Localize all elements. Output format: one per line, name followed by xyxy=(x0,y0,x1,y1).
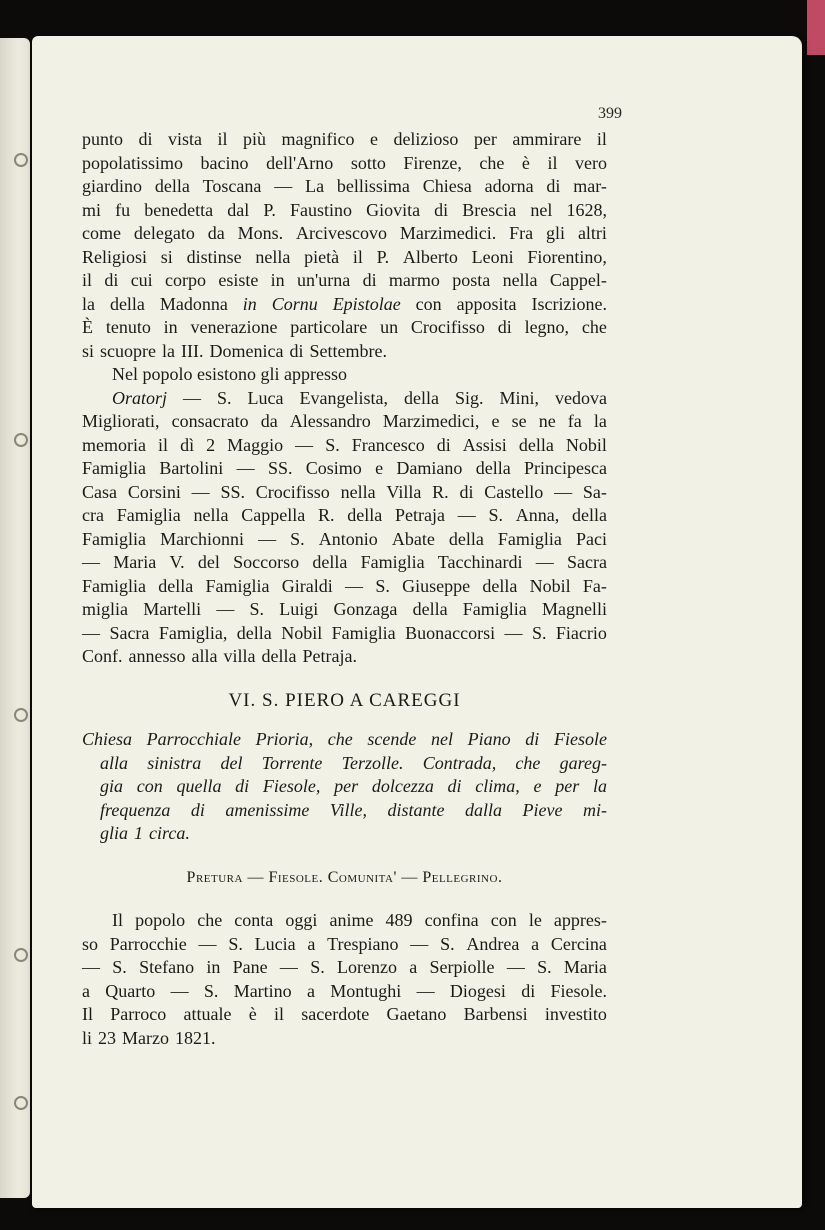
text-line: Migliorati, consacrato da Alessandro Marzimedici, e se ne fa la xyxy=(82,411,607,431)
text-line: punto di vista il più magnifico e delizioso per ammirare il xyxy=(82,129,607,149)
text-line: alla sinistra del Torrente Terzolle. Contrada, che gareg- xyxy=(100,752,607,773)
text-line: glia 1 circa. xyxy=(100,823,190,843)
text-line: Il Parroco attuale è il sacerdote Gaetano Barbensi investito xyxy=(82,1004,607,1024)
final-paragraph xyxy=(82,909,607,1050)
text-line: giardino della Toscana — La bellissima Chiesa adorna di mar- xyxy=(82,176,607,196)
church-description xyxy=(82,728,607,846)
text-line: È tenuto in venerazione particolare un Crocifisso di legno, che xyxy=(82,317,607,337)
section-heading: VI. S. PIERO A CAREGGI xyxy=(228,689,461,711)
text-line: come delegato da Mons. Arcivescovo Marzimedici. Fra gli altri xyxy=(82,223,607,243)
adjacent-book-edge xyxy=(807,0,825,55)
text-line: il di cui corpo esiste in un'urna di marmo posta nella Cappel- xyxy=(82,270,607,290)
binding-stitch xyxy=(14,708,28,722)
text-line: — S. Stefano in Pane — S. Lorenzo a Serpiolle — S. Maria xyxy=(82,957,607,977)
page-number: 399 xyxy=(598,105,622,122)
text-line: Chiesa Parrocchiale Prioria, che scende nel Piano di Fiesole xyxy=(82,729,607,749)
text-line: — Maria V. del Soccorso della Famiglia Tacchinardi — Sacra xyxy=(82,552,607,572)
text-line: frequenza di amenissime Ville, distante dalla Pieve mi- xyxy=(100,799,607,820)
text-line: — Sacra Famiglia, della Nobil Famiglia Buonaccorsi — S. Fiacrio xyxy=(82,622,607,643)
text-line: popolatissimo bacino dell'Arno sotto Firenze, che è il vero xyxy=(82,152,607,173)
page-text xyxy=(82,128,607,1050)
text-line: gia con quella di Fiesole, per dolcezza di clima, e per la xyxy=(100,776,607,796)
text-line: Famiglia Bartolini — SS. Cosimo e Damiano della Principesca xyxy=(82,458,607,478)
text-line: Casa Corsini — SS. Crocifisso nella Villa R. di Castello — Sa- xyxy=(82,481,607,502)
binding-stitch xyxy=(14,433,28,447)
binding-stitch xyxy=(14,948,28,962)
text-line: si scuopre la III. Domenica di Settembre. xyxy=(82,340,387,361)
text-line: Religiosi si distinse nella pietà il P. Alberto Leoni Fiorentino, xyxy=(82,246,607,267)
text-line: Il popolo che conta oggi anime 489 confina con le appres- xyxy=(112,910,607,930)
text-line: Famiglia Marchionni — S. Antonio Abate della Famiglia Paci xyxy=(82,528,607,549)
text-line: so Parrocchie — S. Lucia a Trespiano — S. Andrea a Cercina xyxy=(82,933,607,954)
text-line: la della Madonna in Cornu Epistolae con apposita Iscrizione. xyxy=(82,293,607,314)
oratorj-paragraph xyxy=(82,387,607,669)
text-line: Famiglia della Famiglia Giraldi — S. Giuseppe della Nobil Fa- xyxy=(82,575,607,596)
binding-stitch xyxy=(14,1096,28,1110)
text-line: miglia Martelli — S. Luigi Gonzaga della Famiglia Magnelli xyxy=(82,599,607,619)
text-line: memoria il dì 2 Maggio — S. Francesco di Assisi della Nobil xyxy=(82,434,607,455)
popolo-line: Nel popolo esistono gli appresso xyxy=(112,364,347,384)
text-line: a Quarto — S. Martino a Montughi — Diogesi di Fiesole. xyxy=(82,980,607,1001)
pretura-line: Pretura — Fiesole. Comunita' — Pellegrino. xyxy=(186,868,503,886)
text-line: li 23 Marzo 1821. xyxy=(82,1027,216,1048)
text-line: Conf. annesso alla villa della Petraja. xyxy=(82,646,357,666)
text-line: Oratorj — S. Luca Evangelista, della Sig. Mini, vedova xyxy=(112,387,607,408)
text-line: cra Famiglia nella Cappella R. della Petraja — S. Anna, della xyxy=(82,505,607,525)
binding-stitch xyxy=(14,153,28,167)
text-line: mi fu benedetta dal P. Faustino Giovita di Brescia nel 1628, xyxy=(82,199,607,220)
intro-paragraph xyxy=(82,128,607,363)
left-page-edge xyxy=(0,38,30,1198)
